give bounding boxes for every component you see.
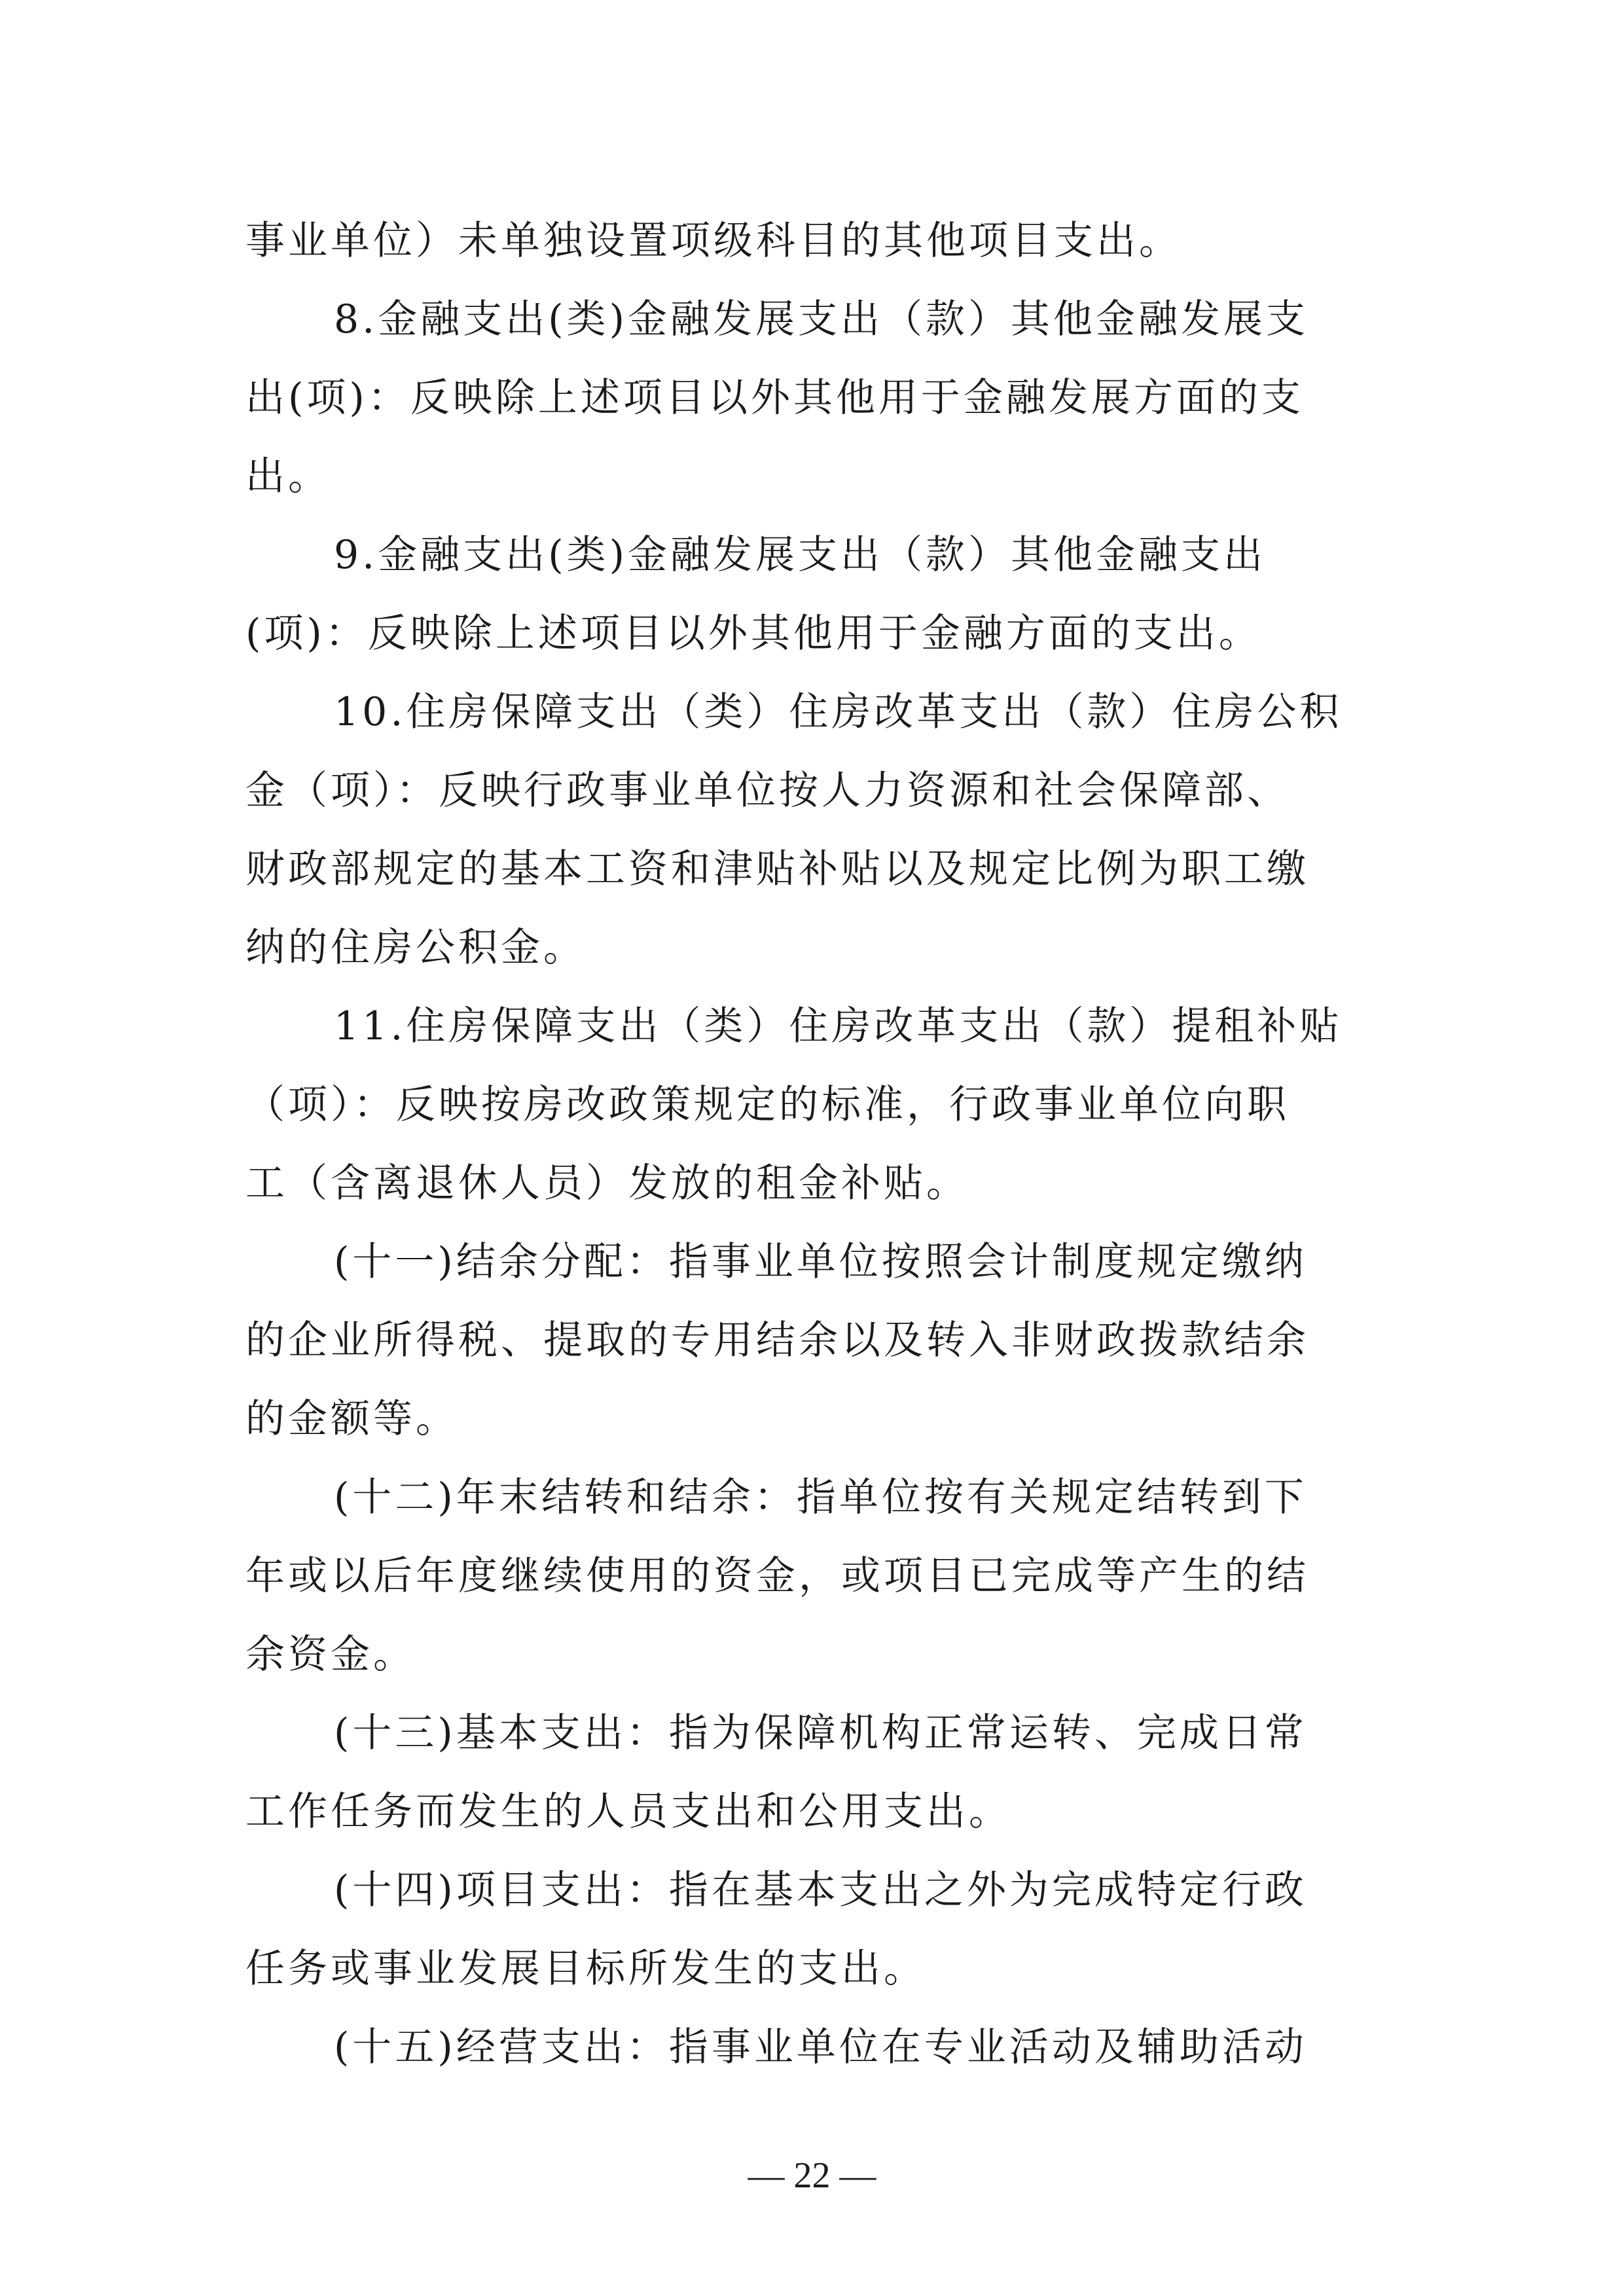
text-line: （项）：反映按房改政策规定的标准，行政事业单位向职: [245, 1082, 1290, 1128]
text-line: 工作任务而发生的人员支出和公用支出。: [245, 1789, 1011, 1835]
page-number: — 22 —: [748, 2155, 876, 2196]
text-line: 年或以后年度继续使用的资金，或项目已完成等产生的结: [245, 1553, 1309, 1599]
text-line: 出(项)：反映除上述项目以外其他用于金融发展方面的支: [245, 375, 1304, 421]
text-line: 出。: [245, 454, 331, 499]
text-line: (项)：反映除上述项目以外其他用于金融方面的支出。: [245, 611, 1261, 656]
text-line: 余资金。: [245, 1632, 416, 1677]
text-line: 事业单位）未单独设置项级科目的其他项目支出。: [245, 218, 1182, 264]
text-line: (十五)经营支出：指事业单位在专业活动及辅助活动: [334, 2024, 1307, 2070]
text-line: 8.金融支出(类)金融发展支出（款）其他金融发展支: [334, 296, 1309, 342]
text-line: (十三)基本支出：指为保障机构正常运转、完成日常: [334, 1710, 1307, 1756]
text-line: 的企业所得税、提取的专用结余以及转入非财政拨款结余: [245, 1318, 1309, 1363]
text-line: 金（项）：反映行政事业单位按人力资源和社会保障部、: [245, 768, 1290, 814]
text-line: 工（含离退休人员）发放的租金补贴。: [245, 1160, 969, 1206]
text-line: 11.住房保障支出（类）住房改革支出（款）提租补贴: [334, 1003, 1343, 1049]
text-line: (十一)结余分配：指事业单位按照会计制度规定缴纳: [334, 1239, 1307, 1285]
text-line: 财政部规定的基本工资和津贴补贴以及规定比例为职工缴: [245, 846, 1309, 892]
text-line: 9.金融支出(类)金融发展支出（款）其他金融支出: [334, 532, 1267, 578]
text-line: 纳的住房公积金。: [245, 925, 586, 971]
text-line: (十二)年末结转和结余：指单位按有关规定结转到下: [334, 1475, 1307, 1520]
text-line: 10.住房保障支出（类）住房改革支出（款）住房公积: [334, 689, 1343, 735]
text-line: (十四)项目支出：指在基本支出之外为完成特定行政: [334, 1867, 1307, 1913]
text-line: 任务或事业发展目标所发生的支出。: [245, 1946, 926, 1992]
text-line: 的金额等。: [245, 1396, 458, 1442]
